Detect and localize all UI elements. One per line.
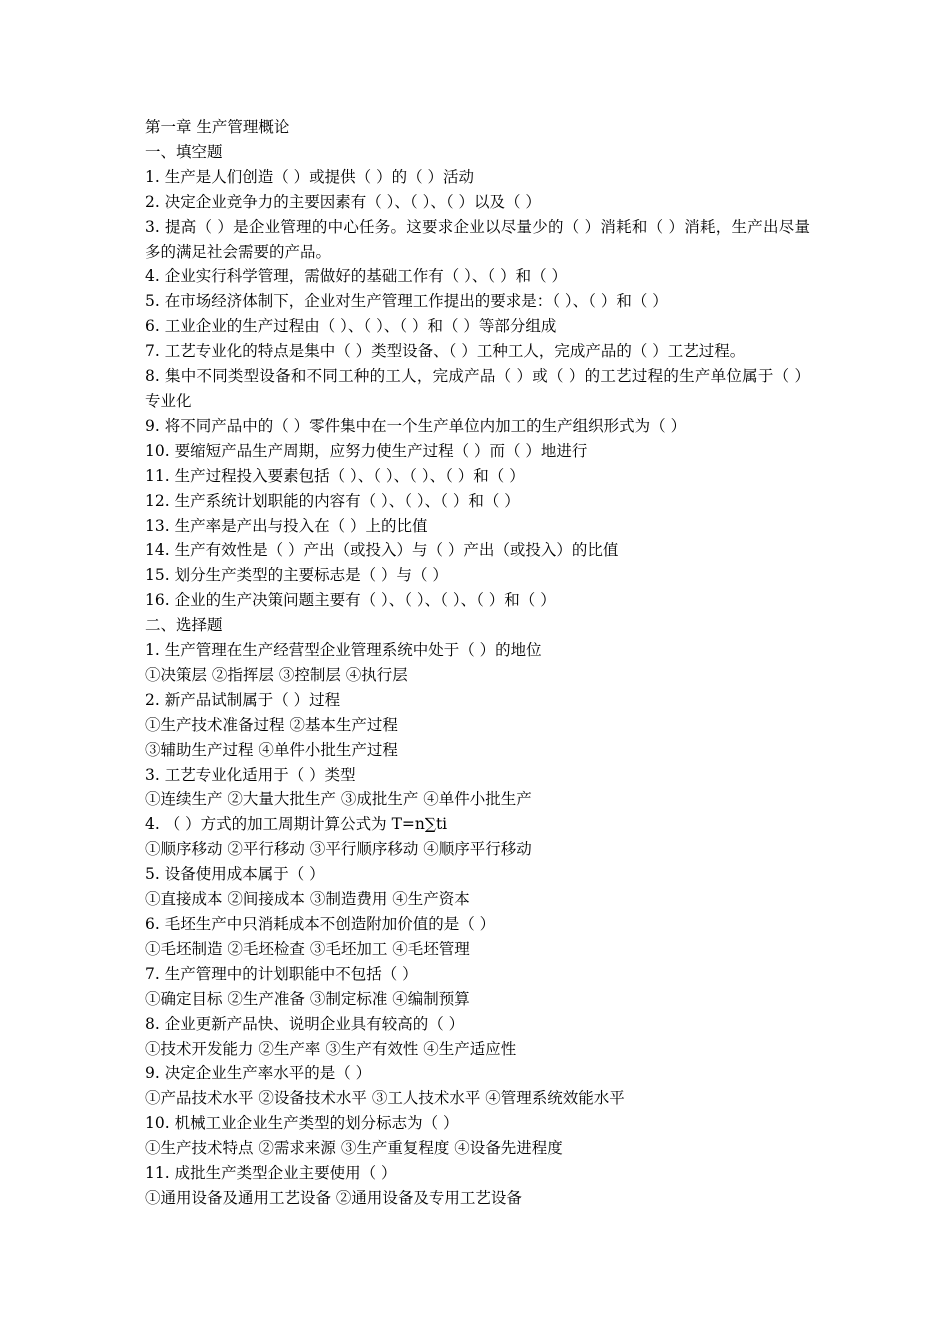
fill-question: 12. 生产系统计划职能的内容有（ ）、（ ）、（ ）和（ ） (145, 491, 520, 510)
choice-options: ①产品技术水平 ②设备技术水平 ③工人技术水平 ④管理系统效能水平 (145, 1089, 625, 1108)
chapter-title: 第一章 生产管理概论 (145, 118, 290, 136)
fill-question: 10. 要缩短产品生产周期，应努力使生产过程（ ）而（ ）地进行 (145, 441, 588, 460)
choice-question: 11. 成批生产类型企业主要使用（ ） (145, 1164, 397, 1183)
fill-question: 7. 工艺专业化的特点是集中（ ）类型设备、（ ）工种工人，完成产品的（ ）工艺过程。 (145, 342, 746, 361)
fill-question: 9. 将不同产品中的（ ）零件集中在一个生产单位内加工的生产组织形式为（ ） (145, 416, 687, 435)
choice-options: ③辅助生产过程 ④单件小批生产过程 (145, 740, 398, 759)
choice-question: 3. 工艺专业化适用于（ ）类型 (145, 765, 356, 784)
choice-options: ①生产技术准备过程 ②基本生产过程 (145, 715, 398, 734)
fill-question: 8. 集中不同类型设备和不同工种的工人，完成产品（ ）或（ ）的工艺过程的生产单位属于（ ）专业化 (145, 367, 810, 410)
fill-question: 13. 生产率是产出与投入在（ ）上的比值 (145, 516, 428, 535)
document-body (145, 115, 810, 1211)
choice-question: 7. 生产管理中的计划职能中不包括（ ） (145, 964, 418, 983)
fill-question: 15. 划分生产类型的主要标志是（ ）与（ ） (145, 566, 448, 585)
choice-options: ①连续生产 ②大量大批生产 ③成批生产 ④单件小批生产 (145, 790, 532, 809)
fill-question: 5. 在市场经济体制下，企业对生产管理工作提出的要求是：（ ）、（ ）和（ ） (145, 292, 668, 311)
choice-question: 10. 机械工业企业生产类型的划分标志为（ ） (145, 1114, 459, 1133)
fill-question: 1. 生产是人们创造（ ）或提供（ ）的（ ）活动 (145, 167, 474, 186)
choice-options: ①直接成本 ②间接成本 ③制造费用 ④生产资本 (145, 890, 470, 909)
choice-section-heading: 二、选择题 (145, 616, 223, 635)
choice-options: ①通用设备及通用工艺设备 ②通用设备及专用工艺设备 (145, 1188, 522, 1207)
fill-question: 16. 企业的生产决策问题主要有（ ）、（ ）、（ ）、（ ）和（ ） (145, 591, 556, 610)
fill-question: 14. 生产有效性是（ ）产出（或投入）与（ ）产出（或投入）的比值 (145, 541, 619, 560)
choice-question: 5. 设备使用成本属于（ ） (145, 865, 325, 884)
choice-options: ①顺序移动 ②平行移动 ③平行顺序移动 ④顺序平行移动 (145, 840, 532, 859)
fill-question: 11. 生产过程投入要素包括（ ）、（ ）、（ ）、（ ）和（ ） (145, 466, 525, 485)
fill-question: 2. 决定企业竞争力的主要因素有（ ）、（ ）、（ ）以及（ ） (145, 192, 541, 211)
choice-options: ①技术开发能力 ②生产率 ③生产有效性 ④生产适应性 (145, 1039, 517, 1058)
choice-question: 4. （ ）方式的加工周期计算公式为 T=n∑ti (145, 815, 448, 834)
fill-question: 3. 提高（ ）是企业管理的中心任务。这要求企业以尽量少的（ ）消耗和（ ）消耗，生产出尽量多的满足社会需要的产品。 (145, 217, 810, 261)
choice-options: ①毛坯制造 ②毛坯检查 ③毛坯加工 ④毛坯管理 (145, 939, 470, 958)
choice-options: ①决策层 ②指挥层 ③控制层 ④执行层 (145, 665, 408, 684)
choice-question: 9. 决定企业生产率水平的是（ ） (145, 1064, 372, 1083)
choice-question: 1. 生产管理在生产经营型企业管理系统中处于（ ）的地位 (145, 641, 542, 660)
fill-section-heading: 一、填空题 (145, 142, 223, 161)
fill-question: 4. 企业实行科学管理，需做好的基础工作有（ ）、（ ）和（ ） (145, 267, 567, 286)
choice-options: ①生产技术特点 ②需求来源 ③生产重复程度 ④设备先进程度 (145, 1139, 563, 1158)
fill-question: 6. 工业企业的生产过程由（ ）、（ ）、（ ）和（ ）等部分组成 (145, 317, 557, 336)
choice-question: 6. 毛坯生产中只消耗成本不创造附加价值的是（ ） (145, 915, 496, 933)
choice-question: 8. 企业更新产品快、说明企业具有较高的（ ） (145, 1014, 465, 1033)
choice-question: 2. 新产品试制属于（ ）过程 (145, 690, 341, 709)
choice-options: ①确定目标 ②生产准备 ③制定标准 ④编制预算 (145, 989, 470, 1008)
